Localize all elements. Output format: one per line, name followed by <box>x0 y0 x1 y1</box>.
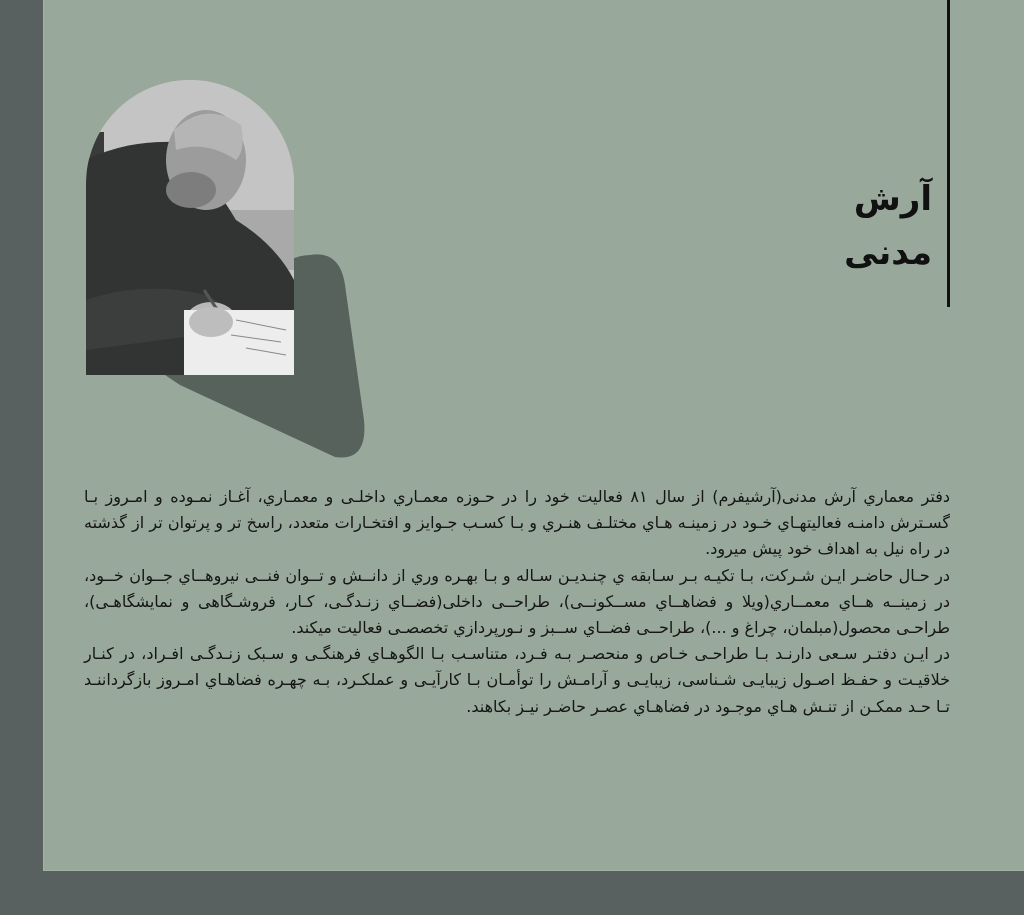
page-title <box>732 172 932 280</box>
bio-text <box>84 484 950 720</box>
profile-photo <box>86 80 294 375</box>
bio-paragraph-3: در ایـن دفتـر سـعی دارنـد بـا طراحـی خـاص و منحصـر بـه فـرد، متناسـب بـا الگوهـاي فرهنگـی و سـبک زنـدگـی افـراد، در کنـار خلاقیـت و حفـظ اصـول زیبایـی شـناسی، زیبایـی و آرامـش را توأمـان بـا کارآیـی و عملکـرد، بـه چهـره فضاهـاي امـروز بازگرداننـد تـا حـد ممکـن از تنـش هـاي موجـود در فضاهـاي عصـر حاضـر نیـز بکاهند. <box>84 644 950 716</box>
title-divider-line <box>947 0 950 307</box>
bio-paragraph-1: دفتر معماري آرش مدنی(آرشیفرم) از سال ۸۱ فعالیت خود را در حـوزه معمـاري داخلـی و معمـاري، آغـاز نمـوده و امـروز بـا گسـترش دامنـه فعالیتهـاي خـود در زمینـه هـاي مختلـف هنـري و بـا کسـب جـوایز و افتخـارات متعدد، راسخ تر و پرتوان تر از گذشته در راه نیل به اهداف خود پیش میرود. <box>84 487 950 559</box>
bio-paragraph-2: در حـال حاضـر ایـن شـرکت، بـا تکیـه بـر سـابقه ي چنـدیـن سـاله و بـا بهـره وري از دانــش و تــوان فنــی نیروهــاي جــوان خــود، در زمینــه هــاي معمــاري(ویلا و فضاهــاي مســکونــی)، طراحــی داخلی(فضــاي زنـدگـی، کـار، فروشـگاهی و نمایشگاهـی)، طراحـی محصول(مبلمان، چراغ و ...)، طراحــی فضــاي ســبز و نـورپردازي تخصصـی فعالیت میکند. <box>84 565 950 638</box>
title-last-name: مدنی <box>844 233 932 273</box>
title-first-name: آرش <box>853 179 932 219</box>
portrait-illustration <box>86 80 294 375</box>
